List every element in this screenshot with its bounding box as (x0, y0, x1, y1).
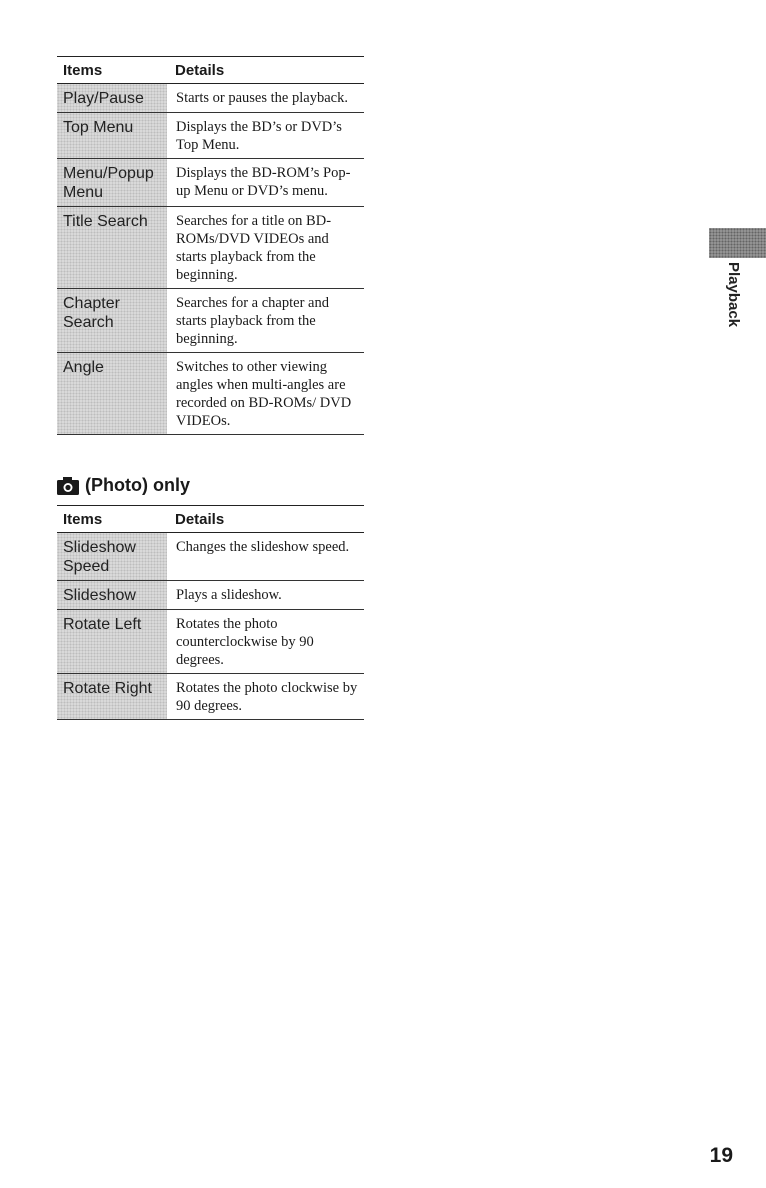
detail-cell: Searches for a chapter and starts playback from the beginning. (176, 295, 329, 347)
details-column-header: Details (175, 61, 225, 79)
camera-icon (57, 477, 79, 495)
item-cell: Top Menu (57, 113, 167, 158)
detail-cell: Displays the BD-ROM’s Pop-up Menu or DVD’s menu. (176, 165, 351, 199)
table-row (57, 581, 364, 610)
page-number: 19 (709, 1144, 733, 1167)
item-cell: Play/Pause (57, 84, 167, 112)
items-column-header: Items (63, 510, 103, 528)
detail-cell: Rotates the photo clockwise by 90 degrees. (176, 680, 358, 714)
detail-cell: Rotates the photo counterclockwise by 90 degrees. (176, 616, 314, 668)
item-cell: Rotate Left (57, 610, 167, 673)
detail-cell: Changes the slideshow speed. (176, 539, 350, 555)
table-row (57, 610, 364, 674)
table-row (57, 353, 364, 435)
table-row (57, 159, 364, 207)
details-column-header: Details (175, 510, 225, 528)
item-cell: Slideshow Speed (57, 533, 167, 580)
table-header (57, 505, 364, 533)
table-row (57, 674, 364, 720)
items-column-header: Items (63, 61, 103, 79)
table-row (57, 207, 364, 289)
detail-cell: Displays the BD’s or DVD’s Top Menu. (176, 119, 342, 153)
item-cell: Menu/Popup Menu (57, 159, 167, 206)
item-cell: Chapter Search (57, 289, 167, 352)
table-row (57, 289, 364, 353)
side-tab-label: Playback (725, 262, 742, 328)
detail-cell: Switches to other viewing angles when multi-angles are recorded on BD-ROMs/ DVD VIDEOs. (176, 359, 352, 429)
item-cell: Slideshow (57, 581, 167, 609)
section-title: (Photo) only (85, 475, 190, 495)
section-tab-marker (709, 228, 766, 258)
detail-cell: Starts or pauses the playback. (176, 90, 348, 106)
photo-options-table (57, 505, 364, 720)
photo-only-heading (57, 475, 190, 496)
item-cell: Title Search (57, 207, 167, 288)
detail-cell: Plays a slideshow. (176, 587, 282, 603)
detail-cell: Searches for a title on BD-ROMs/DVD VIDEOs and starts playback from the beginning. (176, 213, 332, 283)
playback-options-table (57, 56, 364, 435)
table-row (57, 533, 364, 581)
table-row (57, 84, 364, 113)
item-cell: Angle (57, 353, 167, 434)
table-row (57, 113, 364, 159)
item-cell: Rotate Right (57, 674, 167, 719)
table-header (57, 56, 364, 84)
